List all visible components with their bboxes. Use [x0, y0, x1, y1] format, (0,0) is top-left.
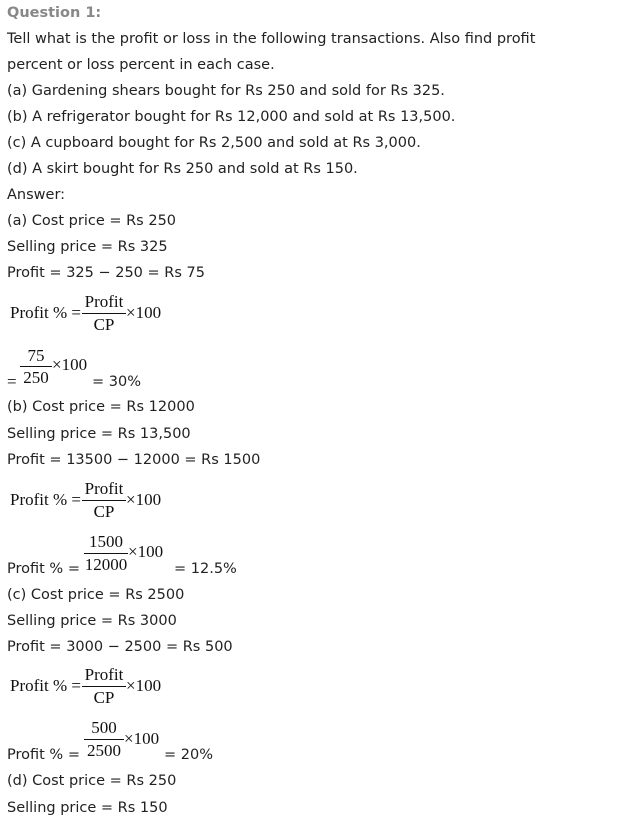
a-calc-multiplier: ×100: [52, 355, 88, 374]
c-selling-price: Selling price = Rs 3000: [7, 613, 177, 629]
c-calc-bar: [84, 739, 124, 740]
a-formula-bar: [82, 313, 126, 314]
c-formula-multiplier: ×100: [126, 676, 162, 695]
a-profit: Profit = 325 − 250 = Rs 75: [7, 265, 205, 281]
c-calc-numerator: 500: [91, 718, 117, 737]
c-calc-multiplier: ×100: [124, 729, 160, 748]
a-formula-multiplier: ×100: [126, 303, 162, 322]
b-result: = 12.5%: [174, 561, 237, 577]
c-profit: Profit = 3000 − 2500 = Rs 500: [7, 639, 233, 655]
a-calc-denominator: 250: [23, 368, 49, 387]
a-formula-numerator: Profit: [84, 292, 124, 311]
b-calc-multiplier: ×100: [128, 542, 164, 561]
a-result: = 30%: [92, 374, 141, 390]
a-formula-lhs: Profit % =: [10, 303, 81, 322]
a-calc-numerator: 75: [27, 346, 45, 365]
question-part-c: (c) A cupboard bought for Rs 2,500 and sold at Rs 3,000.: [7, 135, 421, 151]
question-text-line-1: Tell what is the profit or loss in the following transactions. Also find profit: [7, 31, 536, 47]
b-calc-numerator: 1500: [89, 532, 123, 551]
b-cost-price: (b) Cost price = Rs 12000: [7, 399, 195, 415]
b-selling-price: Selling price = Rs 13,500: [7, 426, 191, 442]
b-calc-lhs: Profit % =: [7, 561, 80, 577]
a-formula-denominator: CP: [93, 315, 115, 334]
c-cost-price: (c) Cost price = Rs 2500: [7, 587, 185, 603]
c-formula-numerator: Profit: [84, 665, 124, 684]
b-formula-numerator: Profit: [84, 479, 124, 498]
b-profit: Profit = 13500 − 12000 = Rs 1500: [7, 452, 261, 468]
question-part-a: (a) Gardening shears bought for Rs 250 and sold for Rs 325.: [7, 83, 445, 99]
d-selling-price: Selling price = Rs 150: [7, 800, 168, 816]
answer-label: Answer:: [7, 187, 66, 203]
c-calc-lhs: Profit % =: [7, 747, 80, 763]
b-formula-denominator: CP: [93, 502, 115, 521]
d-cost-price: (d) Cost price = Rs 250: [7, 773, 177, 789]
b-calc-bar: [84, 553, 128, 554]
question-part-b: (b) A refrigerator bought for Rs 12,000 and sold at Rs 13,500.: [7, 109, 456, 125]
a-calc-bar: [20, 366, 52, 367]
b-formula-lhs: Profit % =: [10, 490, 81, 509]
c-formula-denominator: CP: [93, 688, 115, 707]
a-cost-price: (a) Cost price = Rs 250: [7, 213, 177, 229]
a-calc-equals: =: [7, 372, 17, 391]
b-calc-denominator: 12000: [84, 555, 128, 574]
c-formula-lhs: Profit % =: [10, 676, 81, 695]
question-part-d: (d) A skirt bought for Rs 250 and sold at Rs 150.: [7, 161, 358, 177]
b-formula-multiplier: ×100: [126, 490, 162, 509]
b-formula-bar: [82, 500, 126, 501]
a-selling-price: Selling price = Rs 325: [7, 239, 168, 255]
c-formula-bar: [82, 686, 126, 687]
c-calc-denominator: 2500: [87, 741, 121, 760]
question-heading: Question 1:: [7, 5, 102, 21]
c-result: = 20%: [164, 747, 213, 763]
question-text-line-2: percent or loss percent in each case.: [7, 57, 275, 73]
